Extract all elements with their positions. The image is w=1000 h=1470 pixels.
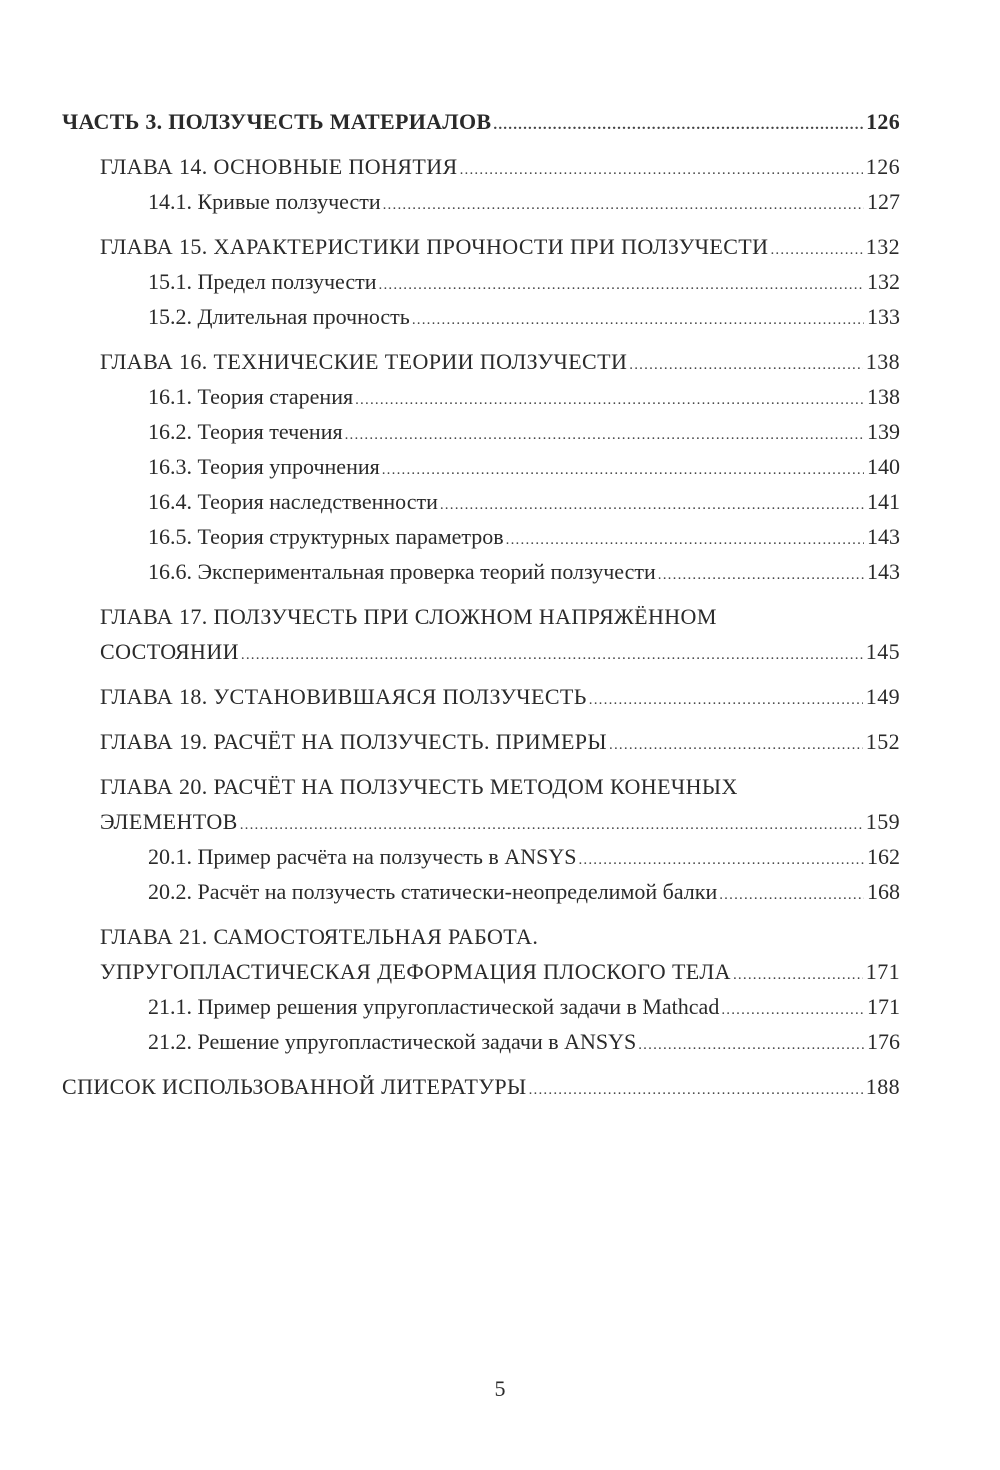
toc-entry-title: 15.1. Предел ползучести <box>148 269 377 294</box>
toc-entry-title: 16.4. Теория наследственности <box>148 489 438 514</box>
table-of-contents <box>62 104 900 1104</box>
dot-leader <box>383 188 864 223</box>
toc-entry-page: 152 <box>865 729 900 754</box>
toc-entry-page: 126 <box>866 109 900 134</box>
toc-entry-page: 140 <box>867 454 900 479</box>
dot-leader <box>629 348 863 383</box>
dot-leader <box>345 418 864 453</box>
dot-leader <box>609 728 863 763</box>
toc-entry-title: 16.3. Теория упрочнения <box>148 454 380 479</box>
toc-entry-page: 171 <box>865 959 900 984</box>
toc-entry-chapter-15[interactable] <box>62 229 900 264</box>
dot-leader <box>733 958 863 993</box>
toc-entry-page: 162 <box>867 844 900 869</box>
dot-leader <box>241 638 863 673</box>
toc-entry-page: 171 <box>867 994 900 1019</box>
dot-leader <box>529 1073 863 1108</box>
toc-entry-title: ГЛАВА 19. РАСЧЁТ НА ПОЛЗУЧЕСТЬ. ПРИМЕРЫ <box>100 729 608 754</box>
toc-entry-page: 133 <box>867 304 900 329</box>
toc-entry-chapter-14[interactable] <box>62 149 900 184</box>
toc-entry-chapter-21-line-1[interactable]: ГЛАВА 21. САМОСТОЯТЕЛЬНАЯ РАБОТА. <box>100 924 539 949</box>
toc-entry-chapter-16[interactable] <box>62 344 900 379</box>
toc-entry-section-20-1[interactable] <box>62 839 900 874</box>
toc-entry-page: 138 <box>867 384 900 409</box>
toc-entry-part-3[interactable] <box>62 104 900 139</box>
toc-entry-chapter-18[interactable] <box>62 679 900 714</box>
toc-entry-title: 16.5. Теория структурных параметров <box>148 524 504 549</box>
toc-entry-chapter-20[interactable] <box>62 804 900 839</box>
toc-entry-section-16-1[interactable] <box>62 379 900 414</box>
toc-entry-title: ГЛАВА 14. ОСНОВНЫЕ ПОНЯТИЯ <box>100 154 458 179</box>
toc-entry-section-14-1[interactable] <box>62 184 900 219</box>
toc-entry-title: 21.2. Решение упругопластической задачи в ANSYS <box>148 1029 637 1054</box>
dot-leader <box>578 843 864 878</box>
dot-leader <box>719 878 864 913</box>
toc-entry-section-21-1[interactable] <box>62 989 900 1024</box>
toc-entry-page: 188 <box>865 1074 900 1099</box>
toc-entry-page: 145 <box>865 639 900 664</box>
toc-entry-section-21-2[interactable] <box>62 1024 900 1059</box>
toc-entry-page: 141 <box>867 489 900 514</box>
toc-entry-page: 139 <box>867 419 900 444</box>
toc-entry-title: ГЛАВА 15. ХАРАКТЕРИСТИКИ ПРОЧНОСТИ ПРИ ПОЛЗУЧЕСТИ <box>100 234 769 259</box>
toc-entry-section-16-3[interactable] <box>62 449 900 484</box>
toc-entry-title: 16.6. Экспериментальная проверка теорий ползучести <box>148 559 656 584</box>
toc-entry-section-15-1[interactable] <box>62 264 900 299</box>
toc-entry-title: 15.2. Длительная прочность <box>148 304 410 329</box>
toc-entry-page: 159 <box>865 809 900 834</box>
dot-leader <box>770 233 862 268</box>
toc-entry-title: 14.1. Кривые ползучести <box>148 189 381 214</box>
dot-leader <box>412 303 864 338</box>
toc-entry-page: 143 <box>867 524 900 549</box>
toc-entry-page: 138 <box>865 349 900 374</box>
dot-leader <box>460 153 863 188</box>
toc-entry-chapter-17-line-1[interactable]: ГЛАВА 17. ПОЛЗУЧЕСТЬ ПРИ СЛОЖНОМ НАПРЯЖЁННОМ <box>100 604 717 629</box>
toc-entry-section-16-5[interactable] <box>62 519 900 554</box>
toc-entry-title: 16.2. Теория течения <box>148 419 343 444</box>
toc-entry-section-20-2[interactable] <box>62 874 900 909</box>
toc-entry-page: 149 <box>865 684 900 709</box>
toc-entry-page: 127 <box>867 189 900 214</box>
toc-entry-chapter-21[interactable] <box>62 954 900 989</box>
toc-entry-references[interactable] <box>62 1069 900 1104</box>
toc-entry-page: 132 <box>867 269 900 294</box>
toc-entry-title: СОСТОЯНИИ <box>100 639 239 664</box>
page-number: 5 <box>494 1376 506 1401</box>
toc-entry-chapter-17[interactable] <box>62 634 900 669</box>
dot-leader <box>355 383 864 418</box>
toc-entry-section-16-4[interactable] <box>62 484 900 519</box>
toc-entry-title: УПРУГОПЛАСТИЧЕСКАЯ ДЕФОРМАЦИЯ ПЛОСКОГО ТЕЛА <box>100 959 731 984</box>
toc-entry-section-15-2[interactable] <box>62 299 900 334</box>
toc-entry-page: 143 <box>867 559 900 584</box>
toc-entry-chapter-19[interactable] <box>62 724 900 759</box>
dot-leader <box>589 683 863 718</box>
dot-leader <box>658 558 864 593</box>
dot-leader <box>721 993 864 1028</box>
dot-leader <box>506 523 864 558</box>
dot-leader <box>240 808 863 843</box>
toc-entry-section-16-6[interactable] <box>62 554 900 589</box>
dot-leader <box>382 453 864 488</box>
toc-entry-page: 126 <box>865 154 900 179</box>
toc-entry-title: ЧАСТЬ 3. ПОЛЗУЧЕСТЬ МАТЕРИАЛОВ <box>62 109 492 134</box>
toc-entry-title: 20.2. Расчёт на ползучесть статически-неопределимой балки <box>148 879 718 904</box>
toc-entry-title: ЭЛЕМЕНТОВ <box>100 809 238 834</box>
toc-entry-page: 132 <box>865 234 900 259</box>
toc-entry-chapter-20-line-1[interactable]: ГЛАВА 20. РАСЧЁТ НА ПОЛЗУЧЕСТЬ МЕТОДОМ КОНЕЧНЫХ <box>100 774 738 799</box>
dot-leader <box>638 1028 864 1063</box>
dot-leader <box>440 488 864 523</box>
toc-entry-title: 21.1. Пример решения упругопластической задачи в Mathcad <box>148 994 720 1019</box>
toc-entry-title: 16.1. Теория старения <box>148 384 354 409</box>
toc-entry-page: 176 <box>867 1029 900 1054</box>
toc-entry-section-16-2[interactable] <box>62 414 900 449</box>
toc-entry-title: СПИСОК ИСПОЛЬЗОВАННОЙ ЛИТЕРАТУРЫ <box>62 1074 527 1099</box>
dot-leader <box>379 268 864 303</box>
toc-entry-title: ГЛАВА 18. УСТАНОВИВШАЯСЯ ПОЛЗУЧЕСТЬ <box>100 684 587 709</box>
toc-entry-title: ГЛАВА 16. ТЕХНИЧЕСКИЕ ТЕОРИИ ПОЛЗУЧЕСТИ <box>100 349 628 374</box>
toc-entry-title: 20.1. Пример расчёта на ползучесть в ANSYS <box>148 844 577 869</box>
dot-leader <box>493 108 863 143</box>
toc-entry-page: 168 <box>867 879 900 904</box>
